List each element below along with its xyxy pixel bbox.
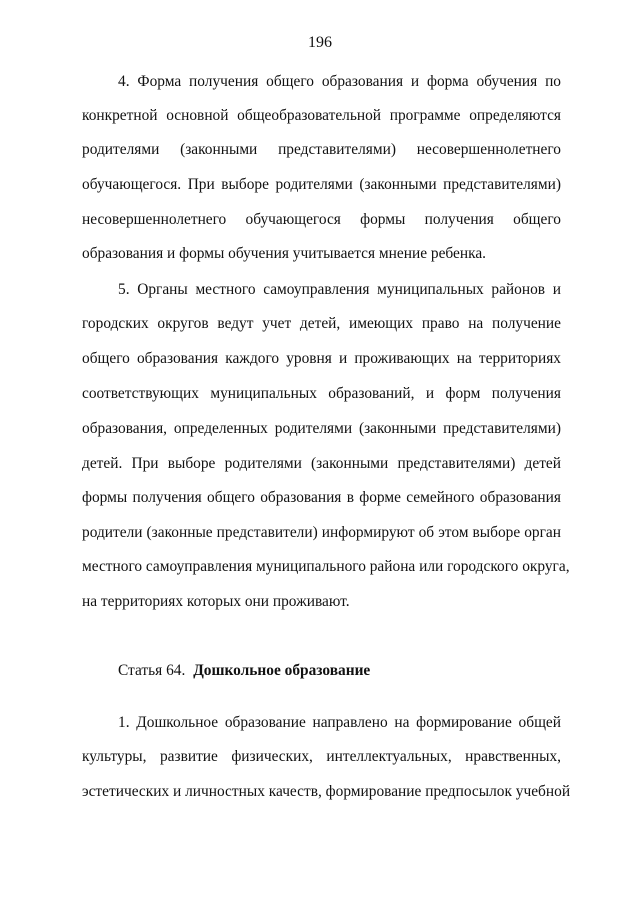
paragraph-line: культуры, развитие физических, интеллектуальных, нравственных, bbox=[82, 748, 561, 765]
paragraph-line: конкретной основной общеобразовательной программе определяются bbox=[82, 107, 561, 124]
paragraph-line: 1. Дошкольное образование направлено на формирование общей bbox=[118, 714, 561, 731]
paragraph-line: общего образования каждого уровня и проживающих на территориях bbox=[82, 350, 561, 367]
page-number: 196 bbox=[308, 34, 332, 51]
paragraph-line: обучающегося. При выборе родителями (законными представителями) bbox=[82, 176, 561, 193]
paragraph-line: формы получения общего образования в форме семейного образования bbox=[82, 489, 561, 506]
paragraph-line: эстетических и личностных качеств, формирование предпосылок учебной bbox=[82, 783, 571, 800]
paragraph-line: детей. При выборе родителями (законными представителями) детей bbox=[82, 455, 561, 472]
paragraph-line: соответствующих муниципальных образований, и форм получения bbox=[82, 385, 561, 402]
article-heading bbox=[118, 662, 370, 680]
paragraph-line: местного самоуправления муниципального района или городского округа, bbox=[82, 558, 570, 575]
paragraph-line: несовершеннолетнего обучающегося формы получения общего bbox=[82, 211, 561, 228]
paragraph-line: 5. Органы местного самоуправления муниципальных районов и bbox=[118, 281, 561, 298]
paragraph-line: образования и формы обучения учитывается мнение ребенка. bbox=[82, 245, 487, 262]
paragraph-line: на территориях которых они проживают. bbox=[82, 593, 350, 610]
paragraph-line: образования, определенных родителями (законными представителями) bbox=[82, 420, 561, 437]
paragraph-line: городских округов ведут учет детей, имеющих право на получение bbox=[82, 315, 561, 332]
paragraph-line: родители (законные представители) информируют об этом выборе орган bbox=[82, 524, 561, 541]
paragraph-line: 4. Форма получения общего образования и форма обучения по bbox=[118, 73, 561, 90]
paragraph-line: родителями (законными представителями) несовершеннолетнего bbox=[82, 141, 561, 158]
article-label: Статья 64. bbox=[118, 662, 186, 679]
article-title: Дошкольное образование bbox=[193, 662, 371, 679]
